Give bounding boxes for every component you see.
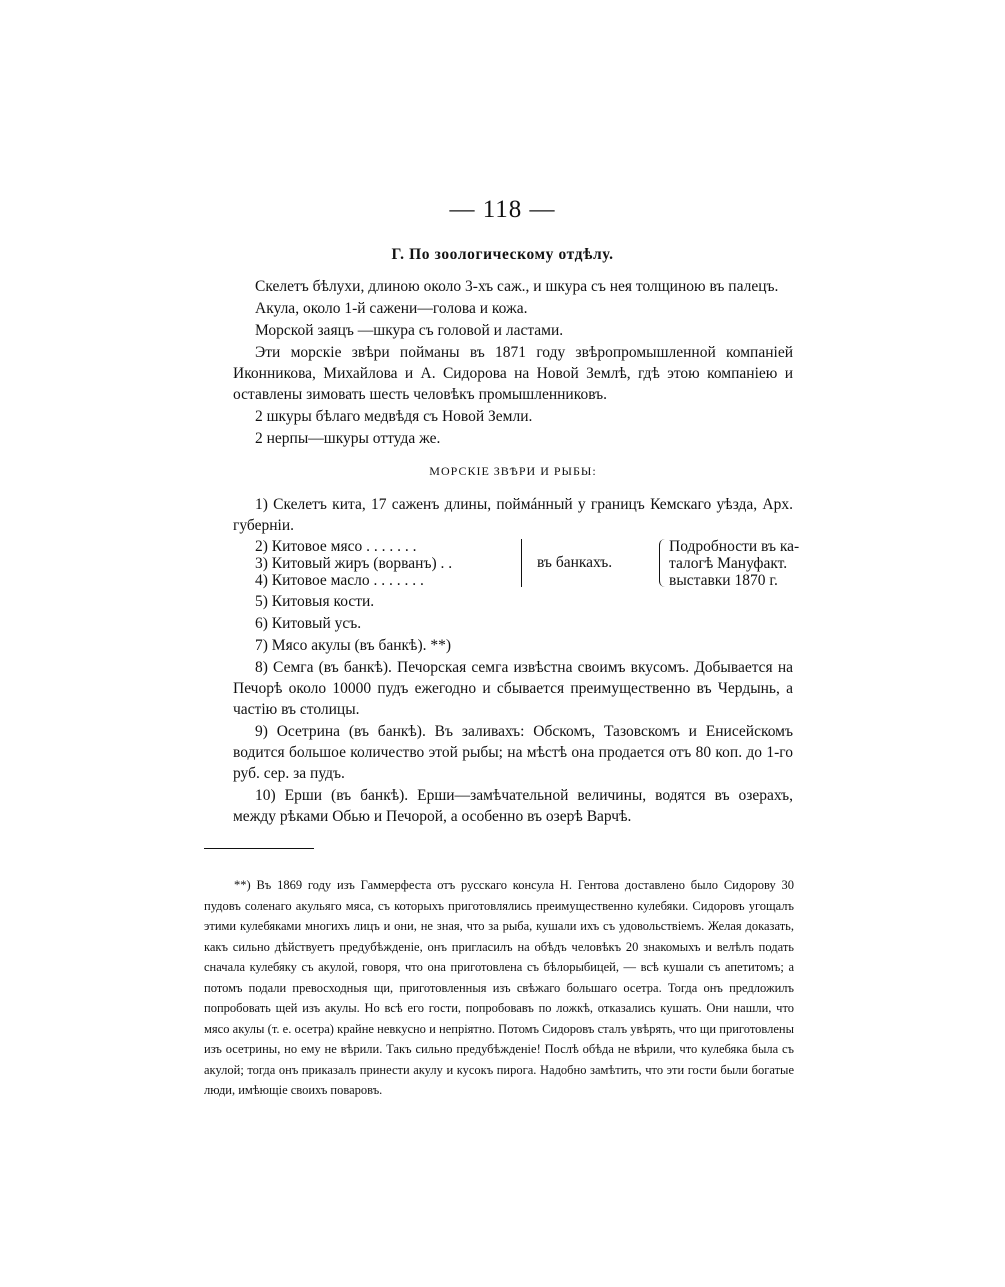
group-details: [669, 538, 799, 589]
item-salmon: 8) Семга (въ банкѣ). Печорская семга извѣстна своимъ вкусомъ. Добывается на Печорѣ около 10000 пудъ ежегодно и сбывается преимущественно въ Чердынь, а частію въ столицы.: [233, 659, 793, 718]
item-whale-skeleton: 1) Скелетъ кита, 17 саженъ длины, поймáнный у границъ Кемскаго уѣзда, Арх. губерніи.: [233, 496, 793, 534]
paragraph-sea-hare: Морской заяцъ —шкура съ головой и ластами.: [255, 322, 564, 339]
item-whale-baleen: 6) Китовый усъ.: [255, 615, 362, 632]
details-line: Подробности въ ка-: [669, 538, 800, 555]
details-line: выставки 1870 г.: [669, 572, 778, 589]
item-whale-oil: 4) Китовое масло . . . . . . .: [255, 572, 424, 589]
item-shark-meat: 7) Мясо акулы (въ банкѣ). **): [255, 637, 452, 654]
page-number: — 118 —: [449, 196, 556, 223]
group-label: въ банкахъ.: [537, 554, 613, 571]
footnote: **) Въ 1869 году изъ Гаммерфеста отъ русскаго консула Н. Гентова доставлено было Сидорову 30 пудовъ соленаго акульяго мяса, съ которыхъ приготовлялись преимущественно кулебяки. Сидоровъ угощалъ этими кулебяками многихъ лицъ и они, не зная, что за рыба, кушали ихъ съ удовольствіемъ. Желая доказать, какъ сильно дѣйствуетъ предубѣжденіе, онъ пригласилъ на обѣдъ человѣкъ 20 знакомыхъ и велѣлъ подать сначала кулебяку съ акулой, говоря, что она приготовлена съ бѣлорыбицей, — всѣ кушали съ апетитомъ; а потомъ подали превосходныя щи, приготовленныя изъ свѣжаго большаго осетра. Тогда онъ предложилъ попробовать щей изъ акулы. Но всѣ его гости, попробовавъ по ложкѣ, отказались кушать. Они нашли, что мясо акулы (т. е. осетра) крайне невкусно и непріятно. Потомъ Сидоровъ сталъ увѣрять, что щи приготовлены изъ осетрины, но ему не вѣрили. Такъ сильно предубѣжденіе! Послѣ обѣда не вѣрили, что кулебяка была съ акулой; тогда онъ приказалъ принести акулу и кусокъ пирога. Надобно замѣтить, что эти гости были богатые люди, имѣющіе своихъ поваровъ.: [204, 878, 794, 1097]
item-whale-meat: 2) Китовое мясо . . . . . . .: [255, 538, 417, 555]
sub-heading: МОРСКІЕ ЗВѢРИ И РЫБЫ:: [429, 464, 597, 478]
details-brace: [659, 539, 665, 587]
paragraph-bear: 2 шкуры бѣлаго медвѣдя съ Новой Земли.: [255, 408, 533, 425]
paragraph-company: Эти морскіе звѣри пойманы въ 1871 году звѣропромышленной компаніей Иконникова, Михайлова и А. Сидорова на Новой Землѣ, гдѣ этою компаніею и оставлены зимовать шесть человѣкъ промышленниковъ.: [233, 344, 793, 403]
main-text: [233, 276, 800, 828]
section-heading: Г. По зоологическому отдѣлу.: [391, 246, 614, 263]
paragraph-seal: 2 нерпы—шкуры оттуда же.: [255, 430, 441, 447]
item-whale-blubber: 3) Китовый жиръ (ворванъ) . .: [255, 555, 453, 572]
paragraph-beluga: Скелетъ бѣлухи, длиною около 3-хъ саж., и шкура съ нея толщиною въ палецъ.: [255, 278, 779, 295]
whale-products-group: [255, 537, 800, 591]
item-sturgeon: 9) Осетрина (въ банкѣ). Въ заливахъ: Обскомъ, Тазовскомъ и Енисейскомъ водится большое количество этой рыбы; на мѣстѣ она продается отъ 80 коп. до 1-го руб. сер. за пудъ.: [233, 723, 793, 782]
paragraph-shark: Акула, около 1-й сажени—голова и кожа.: [255, 300, 528, 317]
details-line: талогѣ Мануфакт.: [669, 555, 788, 572]
group-brace: [521, 539, 528, 587]
item-ruffe: 10) Ерши (въ банкѣ). Ерши—замѣчательной величины, водятся въ озерахъ, между рѣками Обью и Печорой, а особенно въ озерѣ Варчѣ.: [233, 787, 793, 825]
grouped-items: [255, 538, 511, 589]
item-whale-bones: 5) Китовыя кости.: [255, 593, 375, 610]
footnote-divider: [204, 848, 314, 849]
